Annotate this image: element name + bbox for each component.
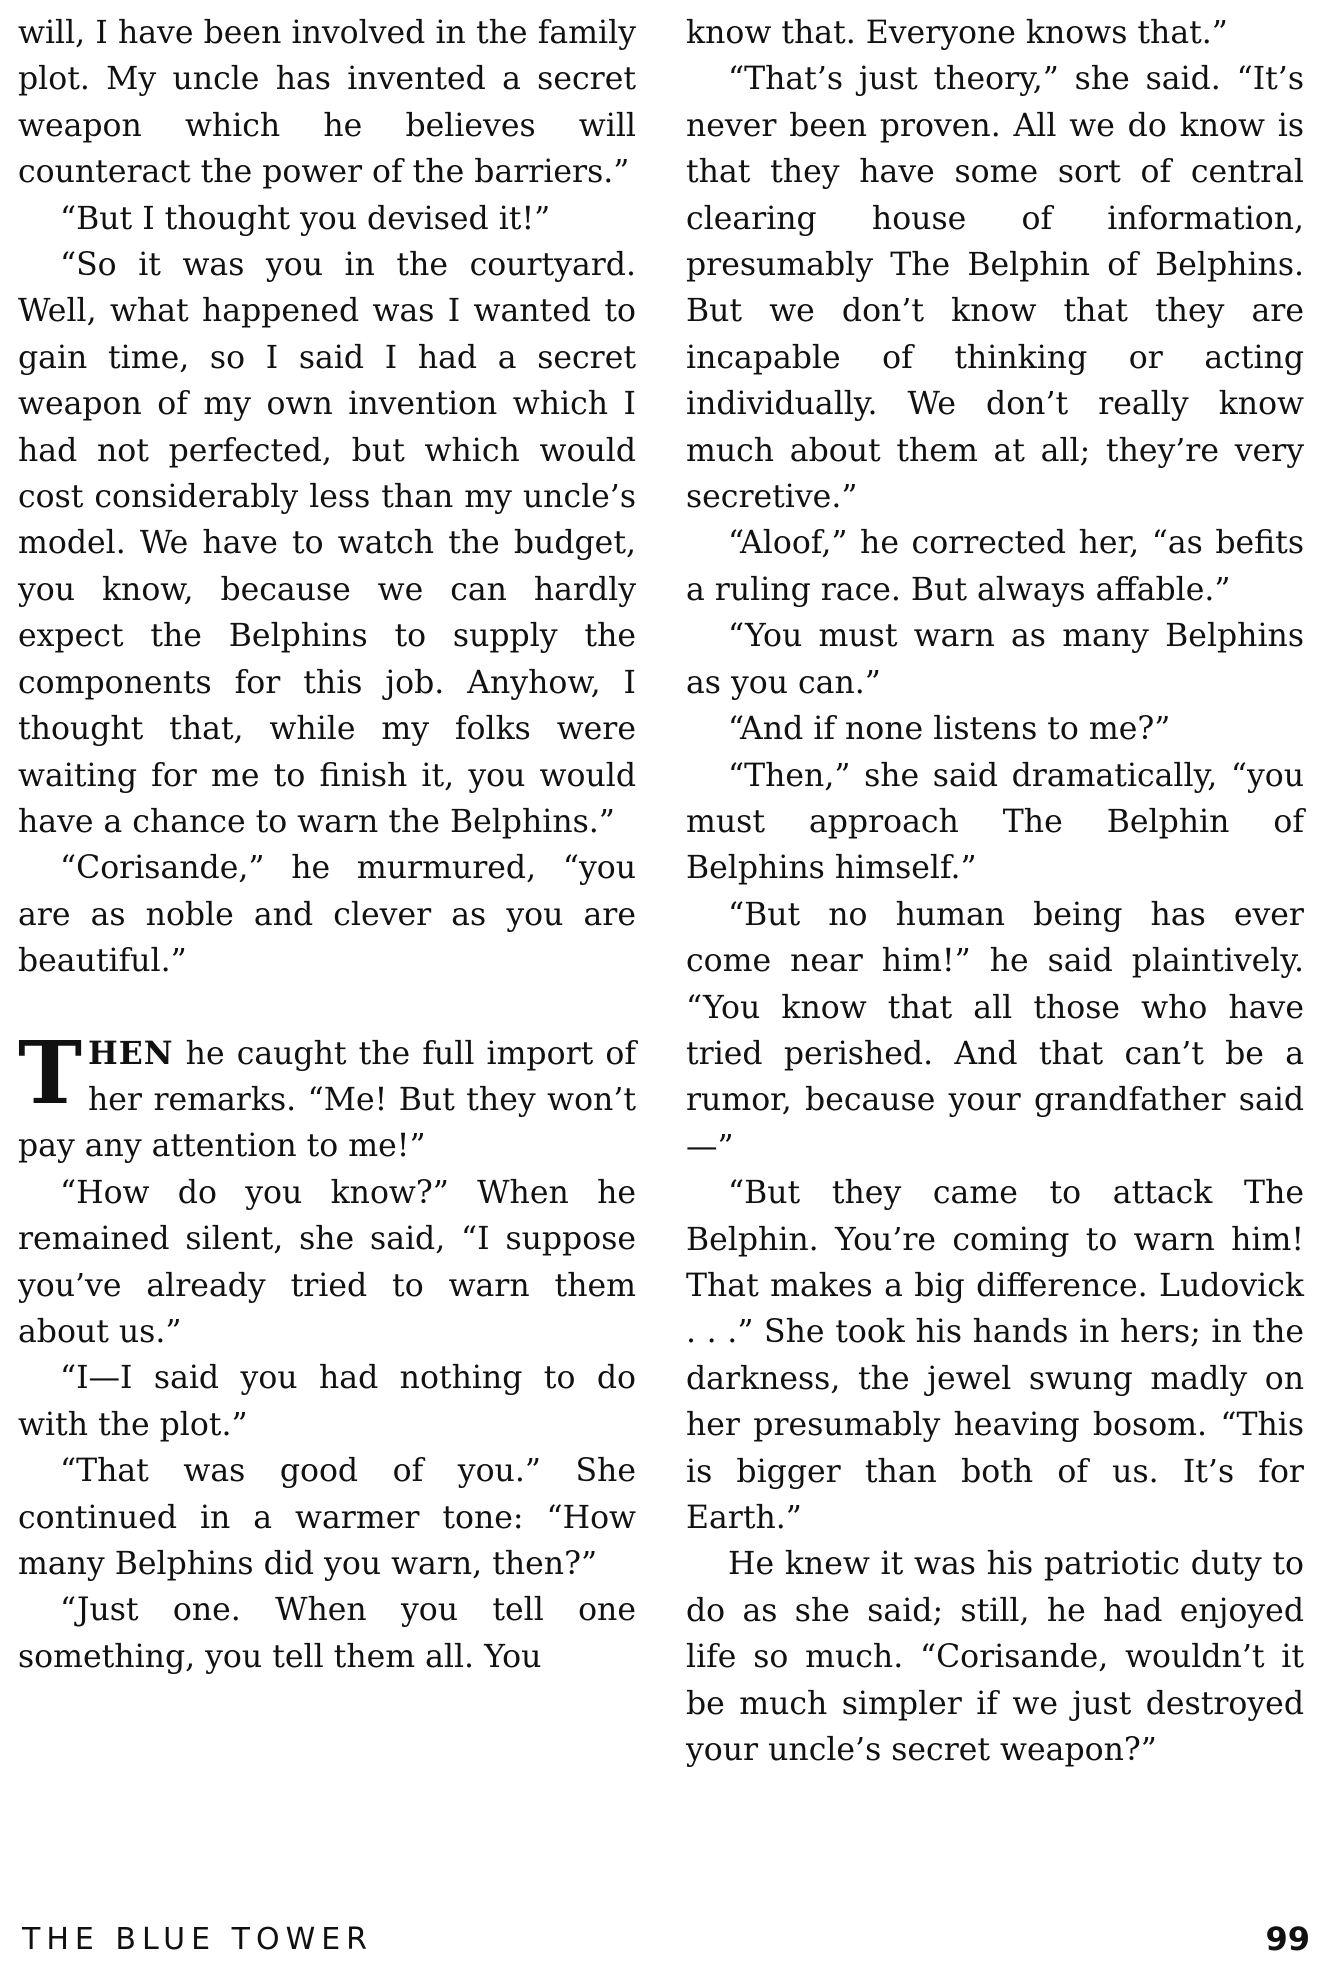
paragraph: “You must warn as many Belphins as you can.” xyxy=(686,618,1304,701)
paragraph: “But no human being has ever come near him!” he said plaintively. “You know that all those who have tried perished. And that can’t be a rumor, because your grandfather said—” xyxy=(686,896,1304,1165)
right-column xyxy=(686,10,1304,1773)
paragraph: will, I have been involved in the family plot. My uncle has invented a secret weapon which he believes will counteract the power of the barriers.” xyxy=(18,15,636,191)
paragraph: “I—I said you had nothing to do with the plot.” xyxy=(18,1360,636,1443)
left-column xyxy=(18,10,636,1680)
drop-cap: T xyxy=(18,1022,82,1124)
paragraph: “That was good of you.” She continued in a warmer tone: “How many Belphins did you warn, then?” xyxy=(18,1453,636,1582)
running-footer-title: THE BLUE TOWER xyxy=(22,1922,374,1957)
paragraph: “But they came to attack The Belphin. You’re coming to warn him! That makes a big difference. Ludovick . . .” She took his hands in hers; in the darkness, the jewel swung madly on her presumably heaving bosom. “This is bigger than both of us. It’s for Earth.” xyxy=(686,1175,1304,1536)
section-opening-text: he caught the full import of her remarks. “Me! But they won’t pay any attention to me!” xyxy=(18,1035,636,1165)
paragraph: “Then,” she said dramatically, “you must approach The Belphin of Belphins himself.” xyxy=(686,757,1304,887)
paragraph: “Just one. When you tell one something, you tell them all. You xyxy=(18,1592,636,1675)
small-caps-lead: HEN xyxy=(88,1034,174,1072)
page-number: 99 xyxy=(1265,1920,1310,1958)
paragraph: “But I thought you devised it!” xyxy=(60,200,551,237)
paragraph: “Corisande,” he murmured, “you are as noble and clever as you are beautiful.” xyxy=(18,850,636,980)
paragraph: “Aloof,” he corrected her, “as befits a ruling race. But always affable.” xyxy=(686,525,1304,608)
paragraph: “So it was you in the courtyard. Well, what happened was I wanted to gain time, so I said I had a secret weapon of my own invention which I had not perfected, but which would cost considerably less than my uncle’s model. We have to watch the budget, you know, because we can hardly expect the Belphins to supply the components for this job. Anyhow, I thought that, while my folks were waiting for me to finish it, you would have a chance to warn the Belphins.” xyxy=(18,247,636,840)
paragraph: know that. Everyone knows that.” xyxy=(686,15,1228,51)
paragraph: “That’s just theory,” she said. “It’s never been proven. All we do know is that they have some sort of central clearing house of information, presumably The Belphin of Belphins. But we don’t know that they are incapable of thinking or acting individually. We don’t really know much about them at all; they’re very secretive.” xyxy=(686,61,1304,516)
paragraph: “And if none listens to me?” xyxy=(728,711,1171,748)
paragraph: He knew it was his patriotic duty to do as she said; still, he had enjoyed life so much. “Corisande, wouldn’t it be much simpler if we just destroyed your uncle’s secret weapon?” xyxy=(686,1546,1304,1769)
paragraph: “How do you know?” When he remained silent, she said, “I suppose you’ve already tried to warn them about us.” xyxy=(18,1174,636,1350)
section-opening-paragraph xyxy=(18,1022,636,1170)
